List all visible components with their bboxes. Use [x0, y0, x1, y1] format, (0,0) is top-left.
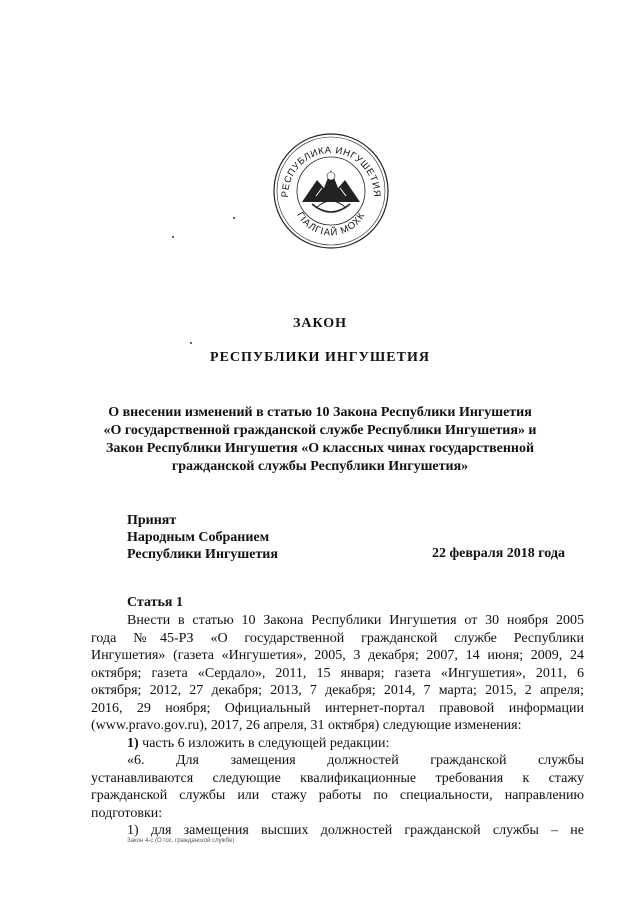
article-line: Внести в статью 10 Закона Республики Ингушетия от 30 ноября 2005: [127, 613, 584, 628]
emblem-mountain-icon: [302, 170, 360, 212]
quote-line: «6. Для замещения должностей гражданской службы: [127, 753, 584, 768]
quote-line: гражданской службы или стажу работы по специальности, направлению: [91, 788, 584, 803]
article-line: Ингушетия» (газета «Ингушетия», 2005, 3 декабря; 2007, 14 июня; 2009, 24: [91, 648, 584, 663]
quote-line: устанавливаются следующие квалификационные требования к стажу: [91, 770, 584, 786]
sub-item-line: 1) для замещения высших должностей гражданской службы – не: [127, 823, 584, 838]
adoption-line: Принят: [127, 513, 177, 528]
title-line: О внесении изменений в статью 10 Закона Республики Ингушетия: [108, 405, 532, 420]
item-text: часть 6 изложить в следующей редакции:: [142, 735, 390, 751]
article-line: 2016, 29 ноября; Официальный интернет-портал правовой информации: [91, 700, 584, 716]
republic-emblem-seal: [272, 132, 390, 250]
title-line: Закон Республики Ингушетия «О классных чинах государственной: [105, 441, 535, 456]
adoption-line: Республики Ингушетия: [127, 547, 278, 562]
seal-top-text: РЕСПУБЛИКА ИНГУШЕТИЯ: [279, 144, 383, 198]
quote-line: подготовки:: [91, 805, 163, 821]
title-line: «О государственной гражданской службе Республики Ингушетия» и: [103, 423, 537, 438]
article-line: октября; газета «Сердало», 2011, 15 января; газета «Ингушетия», 2011, 6: [91, 665, 584, 681]
adoption-block: [127, 512, 278, 563]
seal-bottom-text: ГIАЛГIАЙ МОХК: [294, 210, 368, 239]
law-title: [0, 404, 640, 476]
amendment-item-1: [91, 735, 584, 753]
svg-text:ГIАЛГIАЙ МОХК: [294, 210, 367, 238]
adoption-date: 22 февраля 2018 года: [432, 546, 565, 561]
article-body: [91, 612, 584, 840]
law-heading: ЗАКОН: [292, 316, 348, 331]
adoption-line: Народным Собранием: [127, 530, 270, 545]
footer-note: Закон 4-с (О гос. гражданской службе): [127, 838, 235, 844]
article-heading: Статья 1: [127, 595, 183, 610]
title-line: гражданской службы Республики Ингушетия»: [171, 459, 469, 474]
item-number: 1): [127, 735, 139, 751]
article-line: (www.pravo.gov.ru), 2017, 26 апреля, 31 октября) следующие изменения:: [91, 718, 522, 733]
article-line: октября; 2012, 27 декабря; 2013, 7 декабря; 2014, 7 марта; 2015, 2 апреля;: [91, 683, 584, 698]
republic-heading: РЕСПУБЛИКИ ИНГУШЕТИЯ: [210, 350, 430, 365]
article-line: года №45-РЗ «О государственной гражданской службе Республики: [91, 630, 584, 646]
